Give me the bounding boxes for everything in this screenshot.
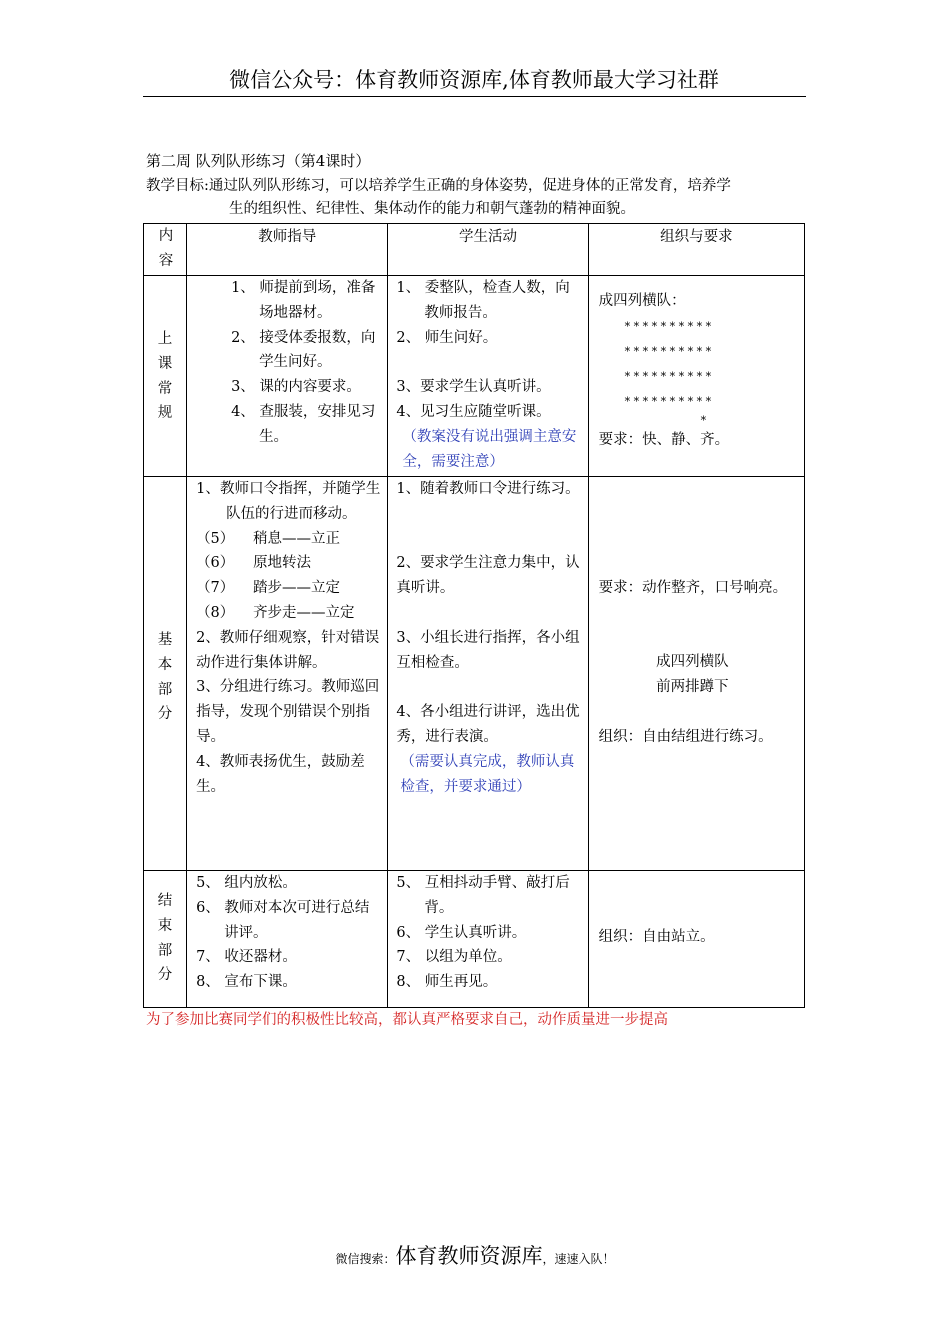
formation-row: * * * * * * * * * *: [624, 394, 712, 408]
formation-row: * * * * * * * * * *: [624, 369, 712, 383]
sub-item-text: 踏步——立定: [253, 580, 341, 597]
table-row-main: [144, 477, 805, 871]
routine-organization: [588, 276, 804, 477]
header-divider: [143, 96, 806, 97]
routine-student-activity: [388, 276, 588, 477]
teaching-objective: [146, 175, 810, 221]
section-label-main: [144, 477, 187, 871]
header-content: [144, 224, 187, 276]
list-item: 4、 查服装，安排见习生。: [231, 403, 376, 445]
label-char: 基: [157, 632, 173, 648]
spacer: [396, 675, 581, 700]
list-item: 1、教师口令指挥，并随学生队伍的行进而移动。: [196, 481, 381, 522]
label-char: 部: [157, 681, 173, 698]
closing-student-activity: [388, 871, 588, 1008]
main-organization-text: 组织：自由结组进行练习。: [598, 728, 773, 745]
sub-item-number: （5）: [196, 530, 235, 547]
sub-item: [196, 551, 380, 576]
sub-item-text: 稍息——立正: [253, 530, 341, 547]
list-item: 4、教师表扬优生，鼓励差生。: [196, 753, 365, 795]
table-row-closing: [144, 871, 805, 1008]
main-teacher-guidance: [187, 477, 388, 871]
table-row-routine: [144, 276, 805, 477]
list-item: 2、 接受体委报数，向学生问好。: [231, 329, 376, 371]
closing-organization: [588, 871, 804, 1008]
routine-requirement: 要求：快、静、齐。: [598, 431, 730, 448]
reflection-note: 为了参加比赛同学们的积极性比较高，都认真严格要求自己，动作质量进一步提高: [146, 1012, 668, 1028]
list-item: 7、 以组为单位。: [396, 949, 512, 966]
list-item: 3、要求学生认真听讲。: [396, 379, 551, 396]
label-char: 本: [157, 656, 173, 673]
main-requirement: 要求：动作整齐，口号响亮。: [598, 580, 788, 596]
formation-row: * * * * * * * * * *: [624, 319, 712, 333]
footer-suffix: ，速速入队！: [542, 1252, 615, 1266]
sub-item-number: （8）: [196, 604, 235, 621]
label-char: 上: [157, 331, 173, 347]
list-item: 1、 师提前到场，准备场地器材。: [231, 280, 376, 321]
label-char: 规: [157, 405, 173, 422]
list-item: 2、要求学生注意力集中，认真听讲。: [396, 555, 580, 597]
formation-title: 成四列横队：: [598, 293, 686, 309]
list-item: 5、 组内放松。: [196, 875, 297, 891]
sub-item: [196, 601, 380, 626]
list-item: 3、 课的内容要求。: [231, 379, 361, 396]
header-content-char2: 容: [158, 252, 174, 269]
spacer: [396, 502, 581, 552]
formation-line-1: 成四列横队: [656, 654, 729, 671]
formation-line-2: 前两排蹲下: [656, 679, 729, 696]
list-item: 2、 师生问好。: [396, 329, 498, 346]
list-item: 1、 委整队，检查人数，向教师报告。: [396, 280, 570, 321]
list-item: 5、 互相抖动手臂、敲打后背。: [396, 875, 570, 916]
closing-teacher-guidance: [187, 871, 388, 1008]
label-char: 部: [157, 942, 173, 959]
list-item: 7、 收还器材。: [196, 949, 297, 966]
formation-row: * * * * * * * * * *: [624, 344, 712, 358]
footer-promo: [0, 1240, 950, 1270]
label-char: 分: [157, 967, 173, 984]
sub-item-text: 齐步走——立定: [253, 604, 355, 621]
teacher-position: *: [700, 413, 707, 427]
sub-item-number: （6）: [196, 555, 235, 572]
header-organization: 组织与要求: [588, 224, 804, 276]
routine-teacher-guidance: [187, 276, 388, 477]
label-char: 分: [157, 706, 173, 723]
sub-item-text: 原地转法: [253, 555, 312, 572]
formation-diagram: [599, 314, 800, 428]
label-char: 常: [157, 380, 173, 397]
list-item: 2、教师仔细观察，针对错误动作进行集体讲解。: [196, 629, 380, 671]
section-label-closing: [144, 871, 187, 1008]
list-item: 4、见习生应随堂听课。: [396, 403, 551, 420]
label-char: 束: [157, 917, 173, 934]
table-header-row: [144, 224, 805, 276]
spacer: [396, 350, 581, 375]
header-teacher-guidance: 教师指导: [187, 224, 388, 276]
sub-item: [196, 576, 380, 601]
header-student-activity: 学生活动: [388, 224, 588, 276]
student-note: （需要认真完成，教师认真检查，并要求通过）: [400, 753, 575, 795]
closing-organization-text: 组织：自由站立。: [598, 929, 715, 945]
list-item: 6、 教师对本次可进行总结讲评。: [196, 899, 370, 941]
objective-line-2: 生的组织性、纪律性、集体动作的能力和朝气蓬勃的精神面貌。: [229, 201, 635, 217]
section-label-routine: [144, 276, 187, 477]
list-item: 1、随着教师口令进行练习。: [396, 481, 580, 497]
lesson-title: 第二周 队列队形练习（第4课时）: [146, 152, 371, 170]
list-item: 3、分组进行练习。教师巡回指导，发现个别错误个别指导。: [196, 679, 380, 745]
student-note: （教案没有说出强调主意安全，需要注意）: [402, 428, 577, 470]
objective-line-1: 通过队列队形练习，可以培养学生正确的身体姿势，促进身体的正常发育，培养学: [208, 178, 731, 194]
list-item: 3、小组长进行指挥，各小组互相检查。: [396, 629, 580, 671]
main-student-activity: [388, 477, 588, 871]
footer-brand: 体育教师资源库: [395, 1244, 543, 1268]
footer-prefix: 微信搜索：: [335, 1252, 396, 1266]
spacer: [599, 601, 800, 651]
list-item: 4、各小组进行讲评，选出优秀，进行表演。: [396, 704, 580, 745]
label-char: 课: [157, 355, 173, 372]
list-item: 8、 宣布下课。: [196, 974, 297, 991]
objective-label: 教学目标:: [146, 178, 209, 194]
main-organization: [588, 477, 804, 871]
sub-item-number: （7）: [196, 580, 235, 597]
list-item: 6、 学生认真听讲。: [396, 924, 527, 941]
list-item: 8、 师生再见。: [396, 974, 498, 991]
spacer: [599, 700, 800, 725]
page-header-title: 微信公众号：体育教师资源库,体育教师最大学习社群: [229, 68, 719, 92]
label-char: 结: [157, 893, 173, 909]
spacer: [396, 601, 581, 626]
sub-item: [196, 527, 380, 552]
lesson-plan-table: [143, 223, 805, 1008]
header-content-char1: 内: [158, 228, 174, 244]
